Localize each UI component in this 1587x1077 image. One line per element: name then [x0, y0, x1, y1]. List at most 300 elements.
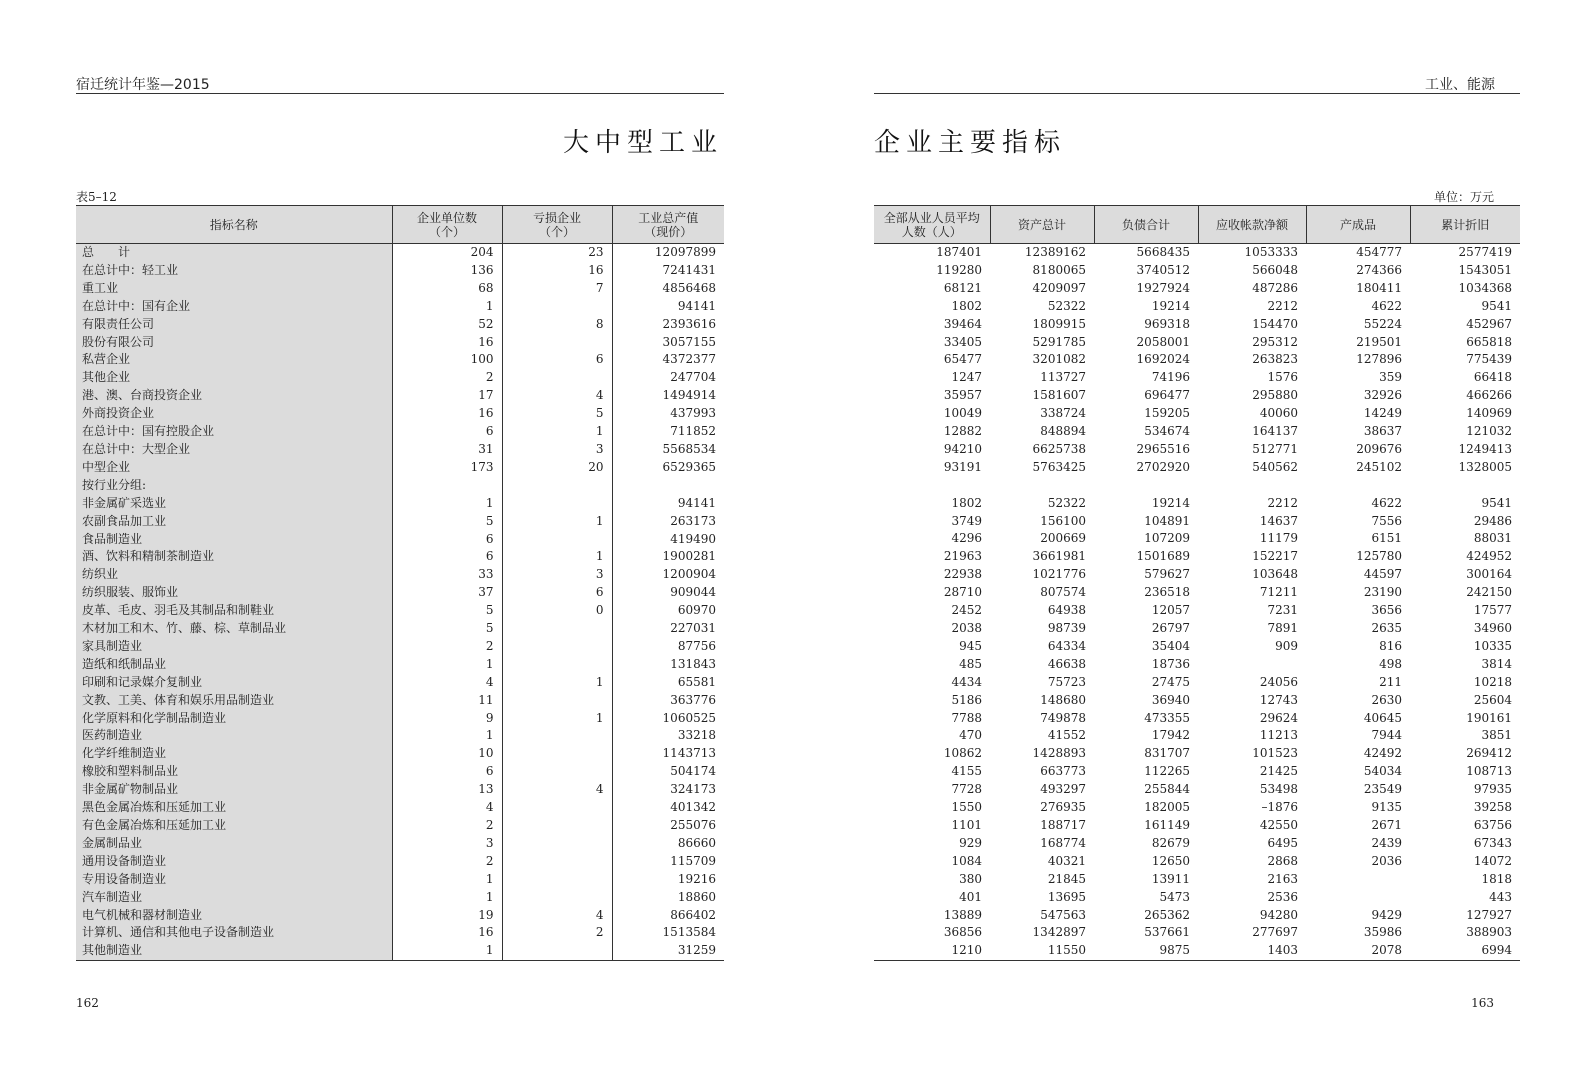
table-cell: 866402 [612, 907, 724, 925]
table-cell: 1 [502, 513, 612, 531]
table-cell: 2058001 [1136, 334, 1190, 349]
table-cell: 2965516 [1136, 441, 1190, 456]
table-row [874, 889, 1520, 907]
row-label: 皮革、毛皮、羽毛及其制品和制鞋业 [76, 602, 392, 620]
table-cell: 4 [502, 387, 612, 405]
table-cell: 113727 [1040, 370, 1086, 385]
header-rule-left [76, 93, 724, 94]
table-cell: 2630 [1371, 692, 1402, 707]
table-row [76, 710, 724, 728]
table-cell: 969318 [1144, 316, 1190, 331]
table-cell: 52322 [1047, 298, 1086, 313]
table-cell: 204 [392, 244, 502, 262]
table-cell: 67343 [1473, 835, 1512, 850]
table-cell: 4 [502, 907, 612, 925]
table-cell: 4 [392, 799, 502, 817]
table-row [874, 853, 1520, 871]
table-cell: 909 [1275, 638, 1298, 653]
row-label: 食品制造业 [76, 531, 392, 549]
table-cell: 19214 [1151, 495, 1190, 510]
table-cell: 6 [502, 351, 612, 369]
table-cell: 1034368 [1458, 280, 1512, 295]
table-cell: 82679 [1151, 835, 1190, 850]
table-row [76, 477, 724, 495]
table-row [76, 638, 724, 656]
table-cell: 831707 [1144, 746, 1190, 761]
table-cell [502, 727, 612, 745]
table-row [874, 692, 1520, 710]
table-cell: 64938 [1047, 603, 1086, 618]
table-cell: 54034 [1363, 764, 1402, 779]
table-cell: 2 [392, 638, 502, 656]
row-label: 酒、饮料和精制茶制造业 [76, 548, 392, 566]
table-cell: 277697 [1252, 925, 1298, 940]
table-cell: 663773 [1040, 764, 1086, 779]
table-row [76, 244, 724, 262]
table-cell: 247704 [612, 369, 724, 387]
table-cell: 107209 [1144, 531, 1190, 546]
table-cell: 1513584 [612, 924, 724, 942]
page-number-right: 163 [1471, 996, 1494, 1010]
table-cell: 3 [502, 566, 612, 584]
table-cell: 401 [959, 889, 982, 904]
table-cell: 540562 [1252, 459, 1298, 474]
table-cell: 42550 [1259, 817, 1298, 832]
table-cell [1198, 656, 1306, 674]
table-cell: 437993 [612, 405, 724, 423]
table-cell: 2078 [1306, 942, 1410, 960]
table-cell: 209676 [1356, 441, 1402, 456]
table-cell: 74196 [1151, 370, 1190, 385]
table-row [874, 584, 1520, 602]
table-cell: 12389162 [1024, 245, 1086, 259]
table-cell: 1210 [874, 942, 990, 960]
table-cell: 4622 [1371, 495, 1402, 510]
left-data-table [76, 205, 724, 961]
table-cell: 18736 [1151, 656, 1190, 671]
row-label: 造纸和纸制品业 [76, 656, 392, 674]
table-cell: 180411 [1356, 280, 1402, 295]
table-cell: 7 [502, 280, 612, 298]
table-cell: 3661981 [1032, 549, 1086, 564]
table-row [76, 459, 724, 477]
table-cell: 44597 [1363, 567, 1402, 582]
table-row [874, 334, 1520, 352]
table-cell: 10049 [943, 406, 982, 421]
table-cell: 4372377 [612, 351, 724, 369]
table-cell: 263173 [612, 513, 724, 531]
table-cell: 263823 [1252, 352, 1298, 367]
table-cell: 11550 [990, 942, 1094, 960]
table-cell: 18860 [612, 889, 724, 907]
table-cell: 31 [392, 441, 502, 459]
table-cell: 3 [502, 441, 612, 459]
table-row [874, 441, 1520, 459]
table-cell: 173 [392, 459, 502, 477]
table-cell: 473355 [1144, 710, 1190, 725]
table-row [76, 889, 724, 907]
table-cell: 23 [502, 244, 612, 262]
table-cell: 86660 [612, 835, 724, 853]
table-row [76, 495, 724, 513]
table-row [874, 298, 1520, 316]
row-label: 有色金属冶炼和压延加工业 [76, 817, 392, 835]
table-cell: 470 [959, 728, 982, 743]
table-cell: 168774 [1040, 835, 1086, 850]
table-cell: 164137 [1252, 424, 1298, 439]
table-row [874, 745, 1520, 763]
row-label: 通用设备制造业 [76, 853, 392, 871]
table-cell: 7241431 [612, 262, 724, 280]
column-header: 工业总产值 （现价） [612, 206, 724, 244]
table-cell: 190161 [1466, 710, 1512, 725]
table-cell: 1101 [951, 817, 982, 832]
table-row [874, 548, 1520, 566]
table-cell [502, 334, 612, 352]
table-row [76, 369, 724, 387]
row-label: 计算机、通信和其他电子设备制造业 [76, 924, 392, 942]
row-label: 专用设备制造业 [76, 871, 392, 889]
table-row [76, 620, 724, 638]
table-cell: 1053333 [1244, 245, 1298, 259]
table-cell: 8180065 [1032, 262, 1086, 277]
table-row [874, 907, 1520, 925]
table-cell: 55224 [1363, 316, 1402, 331]
table-cell: 1 [392, 656, 502, 674]
table-cell: 94141 [612, 298, 724, 316]
table-cell: 148680 [1040, 692, 1086, 707]
table-cell: 182005 [1144, 800, 1190, 815]
table-row [874, 942, 1520, 960]
table-row [874, 674, 1520, 692]
table-cell: 29486 [1473, 513, 1512, 528]
table-cell: 7556 [1371, 513, 1402, 528]
table-cell: 454777 [1356, 245, 1402, 259]
table-cell: 52322 [1047, 495, 1086, 510]
row-label: 金属制品业 [76, 835, 392, 853]
table-cell: 66418 [1473, 370, 1512, 385]
table-cell: 21963 [943, 549, 982, 564]
table-cell: 579627 [1144, 567, 1190, 582]
table-cell: 5668435 [1136, 245, 1190, 259]
table-cell: 5763425 [1032, 459, 1086, 474]
table-cell: 5291785 [1032, 334, 1086, 349]
row-label: 股份有限公司 [76, 334, 392, 352]
table-row [76, 405, 724, 423]
row-label: 非金属矿物制品业 [76, 781, 392, 799]
table-row [76, 387, 724, 405]
table-cell: 5473 [1159, 889, 1190, 904]
running-header-right: 工业、能源 [1425, 77, 1495, 93]
table-cell: 534674 [1144, 424, 1190, 439]
table-cell: 12650 [1151, 853, 1190, 868]
table-cell: 103648 [1252, 567, 1298, 582]
table-cell: 12097899 [612, 244, 724, 262]
table-cell: 10218 [1473, 674, 1512, 689]
table-cell: 154470 [1252, 316, 1298, 331]
table-cell: 21845 [1047, 871, 1086, 886]
row-label: 电气机械和器材制造业 [76, 907, 392, 925]
table-cell: 16 [392, 405, 502, 423]
table-cell: 46638 [1047, 656, 1086, 671]
table-cell: 3814 [1481, 656, 1512, 671]
row-label: 按行业分组: [76, 477, 392, 495]
table-cell: 1428893 [1032, 746, 1086, 761]
table-row [76, 817, 724, 835]
table-cell: 816 [1379, 638, 1402, 653]
table-cell: 485 [959, 656, 982, 671]
page-number-left: 162 [76, 996, 99, 1010]
table-cell: 6495 [1267, 835, 1298, 850]
table-cell: 37 [392, 584, 502, 602]
table-cell: 16 [502, 262, 612, 280]
table-row [874, 495, 1520, 513]
table-cell: 537661 [1144, 925, 1190, 940]
table-cell: 36940 [1151, 692, 1190, 707]
table-cell: 34960 [1473, 621, 1512, 636]
table-row [76, 924, 724, 942]
table-row [874, 369, 1520, 387]
row-label: 在总计中：国有控股企业 [76, 423, 392, 441]
table-cell: 5568534 [612, 441, 724, 459]
table-cell: 28710 [943, 585, 982, 600]
row-label: 黑色金属冶炼和压延加工业 [76, 799, 392, 817]
table-cell: 236518 [1144, 585, 1190, 600]
table-cell: 121032 [1466, 424, 1512, 439]
row-label: 医药制造业 [76, 727, 392, 745]
table-row [76, 674, 724, 692]
table-cell: 2212 [1267, 495, 1298, 510]
table-row [76, 745, 724, 763]
table-cell: 188717 [1040, 817, 1086, 832]
row-label: 汽车制造业 [76, 889, 392, 907]
table-row [76, 351, 724, 369]
table-cell: 1802 [951, 298, 982, 313]
table-cell: 9 [392, 710, 502, 728]
column-header: 亏损企业 （个） [502, 206, 612, 244]
table-cell: 1 [502, 674, 612, 692]
table-cell: 1247 [951, 370, 982, 385]
table-cell [502, 763, 612, 781]
table-row [874, 262, 1520, 280]
table-cell: 487286 [1252, 280, 1298, 295]
table-cell: 696477 [1144, 388, 1190, 403]
table-cell: 23190 [1363, 585, 1402, 600]
table-row [76, 799, 724, 817]
table-cell: 152217 [1252, 549, 1298, 564]
table-row [76, 531, 724, 549]
table-cell: 5 [392, 602, 502, 620]
table-cell: 33405 [943, 334, 982, 349]
table-row [76, 907, 724, 925]
table-cell: 6151 [1371, 531, 1402, 546]
table-cell: 94280 [1259, 907, 1298, 922]
table-cell: 295880 [1252, 388, 1298, 403]
table-cell: 7944 [1371, 728, 1402, 743]
row-label: 橡胶和塑料制品业 [76, 763, 392, 781]
table-row [76, 602, 724, 620]
table-cell: 1 [392, 889, 502, 907]
table-cell: 388903 [1466, 925, 1512, 940]
table-cell: 2452 [951, 603, 982, 618]
table-cell: 242150 [1466, 585, 1512, 600]
table-cell [502, 692, 612, 710]
table-cell: 4155 [951, 764, 982, 779]
table-cell: 187401 [936, 245, 982, 259]
table-cell [1410, 477, 1520, 495]
table-cell: 11213 [1259, 728, 1298, 743]
table-cell: 512771 [1252, 441, 1298, 456]
table-cell: 8 [502, 316, 612, 334]
table-cell: 33218 [612, 727, 724, 745]
table-cell: 24056 [1259, 674, 1298, 689]
table-cell: 20 [502, 459, 612, 477]
column-header: 负债合计 [1094, 206, 1198, 244]
table-cell: 88031 [1473, 531, 1512, 546]
table-cell: 32926 [1363, 388, 1402, 403]
table-cell: 1802 [951, 495, 982, 510]
table-cell: 9429 [1371, 907, 1402, 922]
table-cell: 100 [392, 351, 502, 369]
table-cell: 17942 [1151, 728, 1190, 743]
table-cell: 12882 [943, 424, 982, 439]
table-cell: 1 [502, 423, 612, 441]
table-cell: 443 [1489, 889, 1512, 904]
table-cell: 1328005 [1458, 459, 1512, 474]
table-cell: 101523 [1252, 746, 1298, 761]
right-data-table [874, 205, 1520, 961]
table-cell: 5 [502, 405, 612, 423]
table-row [76, 692, 724, 710]
table-cell: 39464 [943, 316, 982, 331]
table-row [874, 835, 1520, 853]
table-cell: 255076 [612, 817, 724, 835]
table-cell: 5186 [951, 692, 982, 707]
table-cell: 29624 [1259, 710, 1298, 725]
table-cell: 1550 [951, 800, 982, 815]
table-cell: 929 [959, 835, 982, 850]
table-cell: 63756 [1473, 817, 1512, 832]
table-cell: 665818 [1466, 334, 1512, 349]
table-cell: 2439 [1371, 835, 1402, 850]
row-label: 文教、工美、体育和娱乐用品制造业 [76, 692, 392, 710]
table-row [874, 620, 1520, 638]
table-cell: 945 [959, 638, 982, 653]
table-cell: 94141 [612, 495, 724, 513]
row-label: 港、澳、台商投资企业 [76, 387, 392, 405]
table-cell [502, 871, 612, 889]
table-row [76, 835, 724, 853]
table-cell: 749878 [1040, 710, 1086, 725]
table-cell: 42492 [1363, 746, 1402, 761]
row-label: 有限责任公司 [76, 316, 392, 334]
table-cell: 6 [392, 423, 502, 441]
table-cell: 40645 [1363, 710, 1402, 725]
table-cell: 31259 [612, 942, 724, 960]
table-cell: 1900281 [612, 548, 724, 566]
table-cell: 338724 [1040, 406, 1086, 421]
table-cell: 1543051 [1458, 262, 1512, 277]
table-cell [502, 745, 612, 763]
table-cell: 16 [392, 924, 502, 942]
table-row [874, 351, 1520, 369]
table-number: 表5–12 [76, 190, 117, 204]
table-cell [1306, 889, 1410, 907]
row-label: 在总计中：大型企业 [76, 441, 392, 459]
table-cell: 2212 [1267, 298, 1298, 313]
table-cell: 2536 [1267, 889, 1298, 904]
table-cell: 1084 [951, 853, 982, 868]
row-label: 化学纤维制造业 [76, 745, 392, 763]
table-row [874, 656, 1520, 674]
column-header: 产成品 [1306, 206, 1410, 244]
table-cell [502, 531, 612, 549]
table-cell: 3 [392, 835, 502, 853]
table-cell: 1927924 [1136, 280, 1190, 295]
table-cell: 3749 [951, 513, 982, 528]
table-row [76, 942, 724, 960]
table-cell: 36856 [943, 925, 982, 940]
table-cell: 493297 [1040, 782, 1086, 797]
column-header: 应收帐款净额 [1198, 206, 1306, 244]
table-cell: 324173 [612, 781, 724, 799]
header-rule-right [874, 93, 1520, 94]
table-cell: 1 [392, 298, 502, 316]
table-cell: 68 [392, 280, 502, 298]
table-cell: 1809915 [1032, 316, 1086, 331]
table-cell: 1501689 [1136, 549, 1190, 564]
table-cell: 16 [392, 334, 502, 352]
table-cell: 35404 [1151, 638, 1190, 653]
row-label: 重工业 [76, 280, 392, 298]
table-cell: 504174 [612, 763, 724, 781]
row-label: 其他制造业 [76, 942, 392, 960]
table-cell: 6 [392, 531, 502, 549]
table-row [874, 513, 1520, 531]
column-header: 累计折旧 [1410, 206, 1520, 244]
table-cell: 136 [392, 262, 502, 280]
table-row [76, 853, 724, 871]
table-row [76, 584, 724, 602]
table-cell: 1818 [1481, 871, 1512, 886]
table-cell: 10862 [943, 746, 982, 761]
table-cell: 94210 [943, 441, 982, 456]
table-cell: 11 [392, 692, 502, 710]
table-cell [502, 656, 612, 674]
table-cell [502, 495, 612, 513]
table-row [874, 405, 1520, 423]
column-header: 全部从业人员平均 人数（人） [874, 206, 990, 244]
table-cell [502, 369, 612, 387]
table-cell: 14249 [1363, 406, 1402, 421]
table-row [874, 727, 1520, 745]
table-cell: 7788 [951, 710, 982, 725]
table-cell: 112265 [1144, 764, 1190, 779]
table-row [874, 280, 1520, 298]
table-cell: 466266 [1466, 388, 1512, 403]
table-cell [392, 477, 502, 495]
table-cell: 3740512 [1136, 262, 1190, 277]
unit-label: 单位：万元 [1433, 190, 1494, 204]
table-row [76, 781, 724, 799]
table-row [874, 924, 1520, 942]
table-row [874, 244, 1520, 262]
table-cell: 6529365 [612, 459, 724, 477]
table-cell: 14072 [1473, 853, 1512, 868]
table-cell: 115709 [612, 853, 724, 871]
table-cell [612, 477, 724, 495]
row-label: 在总计中：国有企业 [76, 298, 392, 316]
